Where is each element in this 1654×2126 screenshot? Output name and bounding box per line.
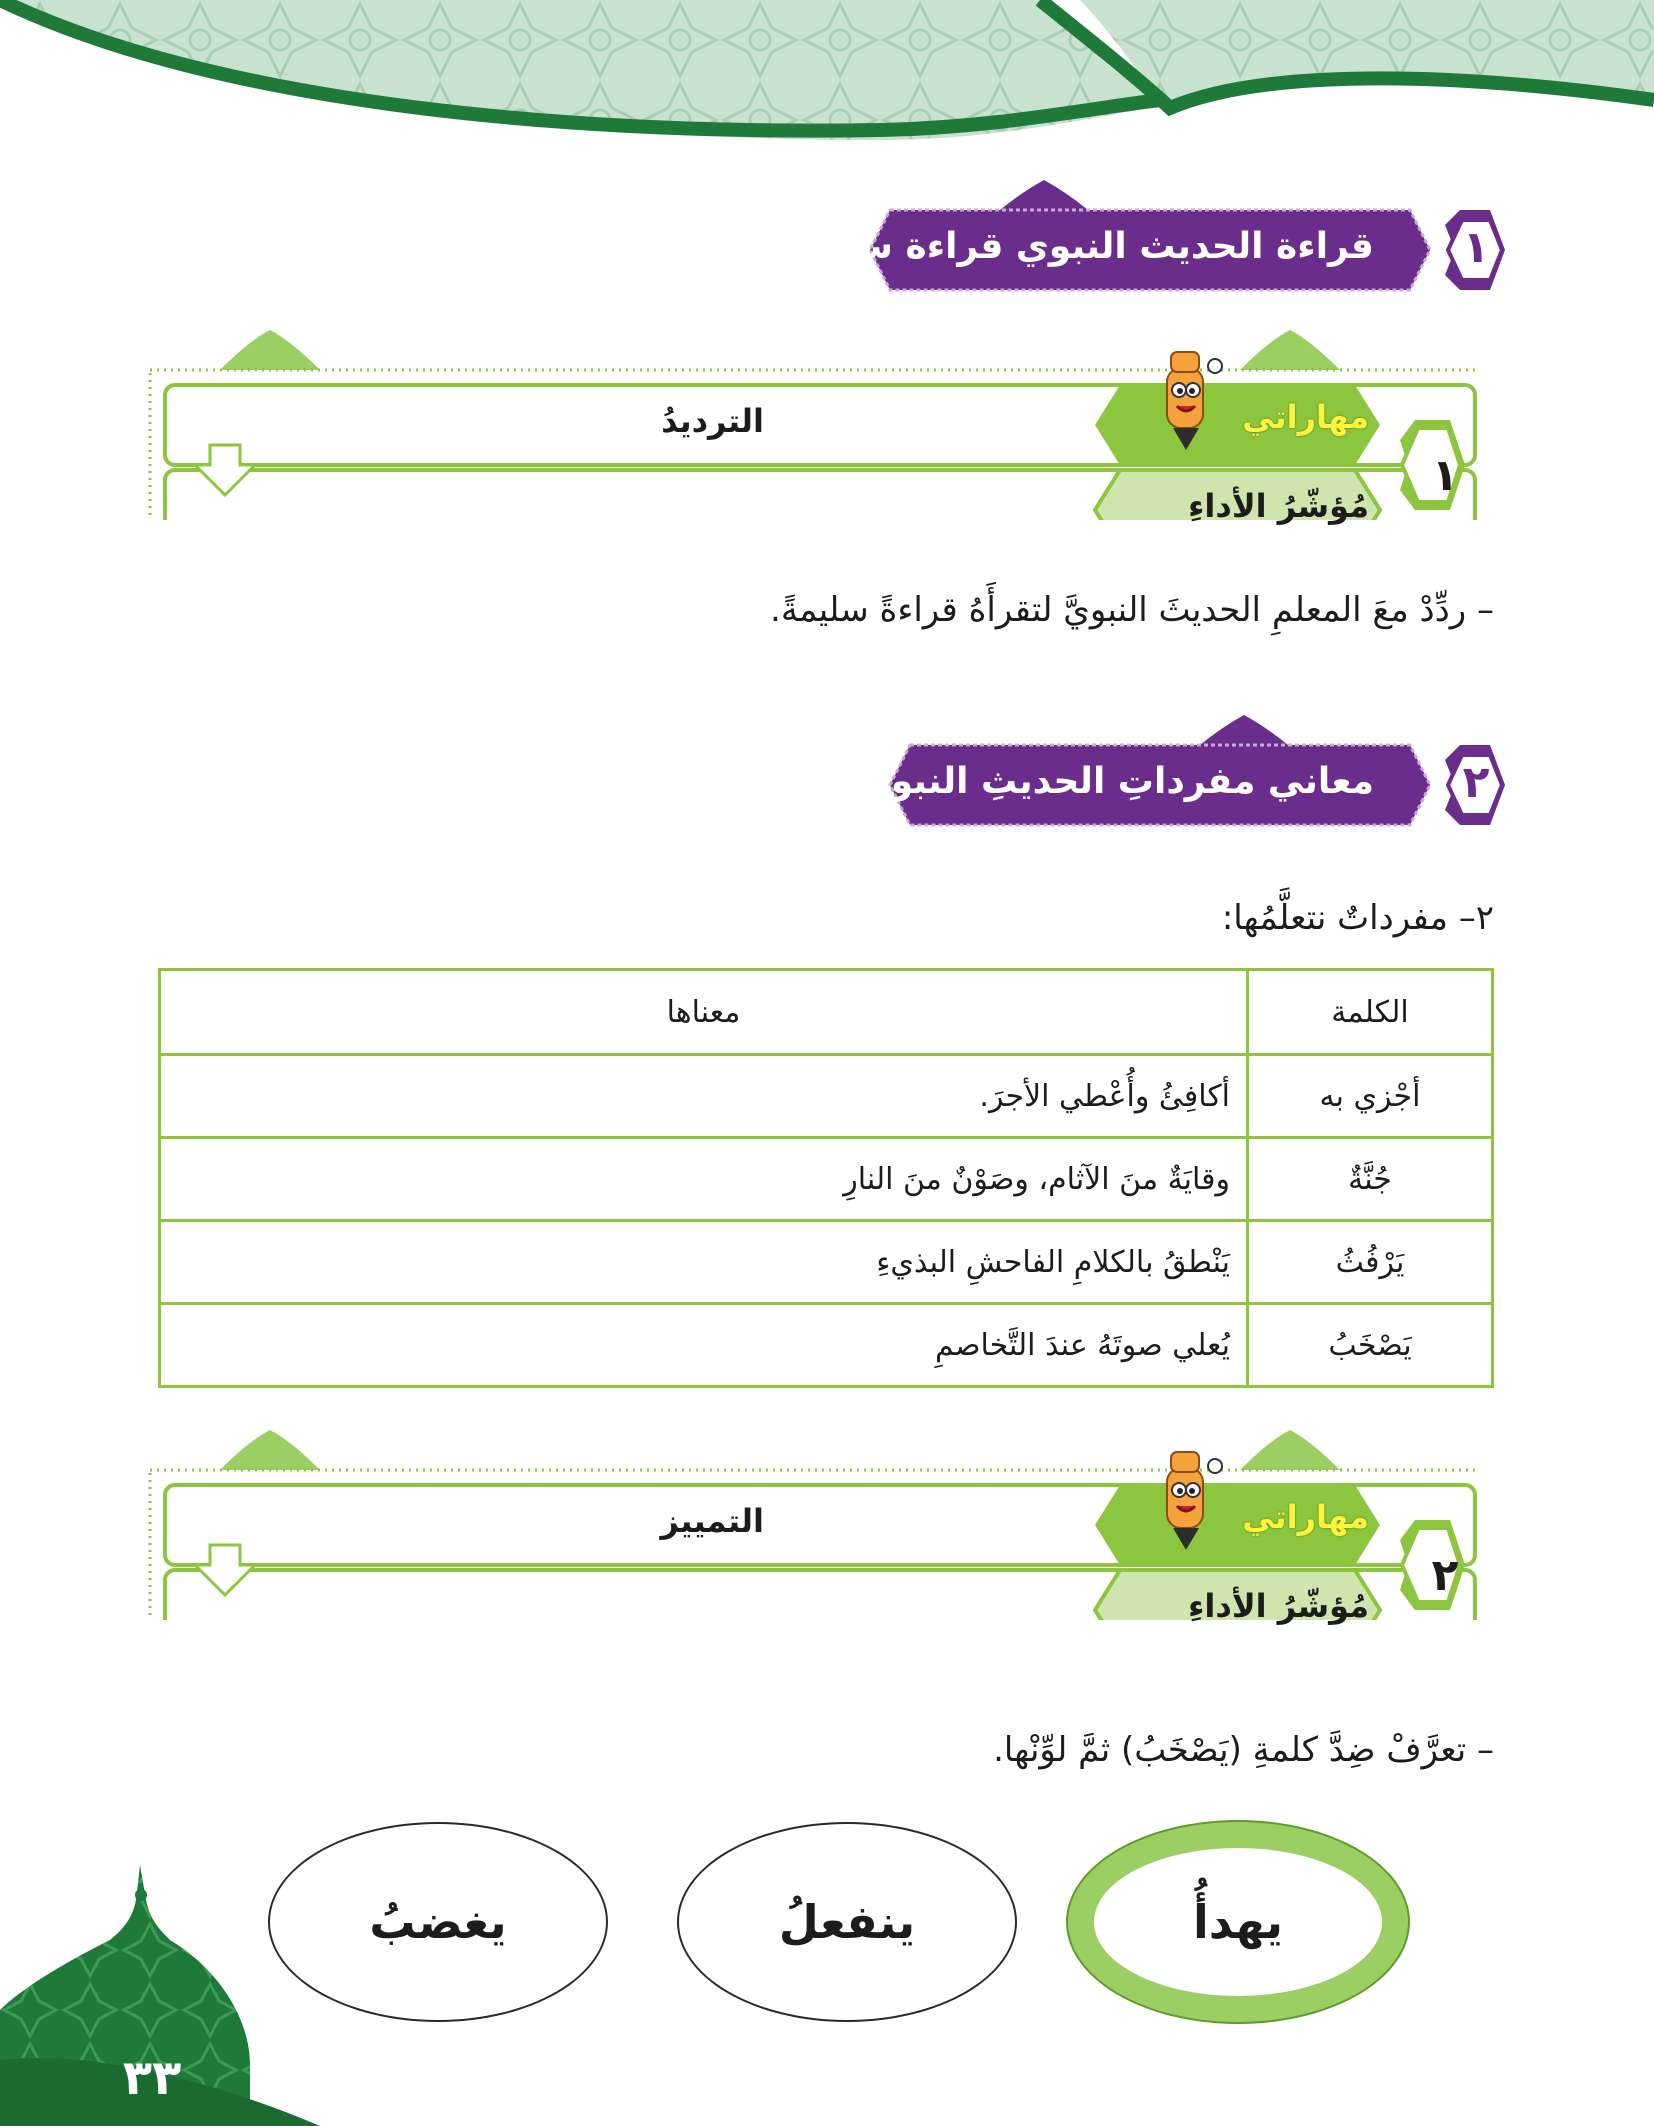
section1-title: قراءة الحديث النبوي قراءة سليمة. (768, 226, 1374, 267)
row-meaning: أكافِئُ وأُعْطي الأجرَ. (160, 1055, 1248, 1138)
mascot-icon (1155, 1450, 1225, 1565)
skill2-name: التمييز (660, 1502, 764, 1540)
vocab-table (158, 968, 1494, 1388)
row-word: أجْزي به (1248, 1055, 1493, 1138)
section2-title-banner (0, 715, 1654, 845)
skill1-number: ١ (1431, 450, 1459, 501)
table-header-row (160, 970, 1493, 1055)
skill2-number: ٢ (1431, 1550, 1459, 1601)
row-word: يَصْخَبُ (1248, 1304, 1493, 1387)
skill2-indicator-label: مُؤشّرُ الأداءِ (1188, 1587, 1369, 1625)
table-row (160, 1304, 1493, 1387)
skill1-instruction: – ردِّدْ معَ المعلمِ الحديثَ النبويَّ لتقرأَهُ قراءةً سليمةً. (770, 590, 1494, 630)
section2-number: ٢ (1462, 757, 1490, 808)
row-meaning: وقايَةٌ منَ الآثام، وصَوْنٌ منَ النارِ (160, 1138, 1248, 1221)
row-word: يَرْفُثُ (1248, 1221, 1493, 1304)
option-oval[interactable]: يغضبُ (268, 1822, 608, 2022)
row-word: جُنَّةٌ (1248, 1138, 1493, 1221)
table-row (160, 1221, 1493, 1304)
page-number: ٣٣ (122, 2050, 182, 2106)
skill1-name: الترديدُ (661, 402, 764, 440)
top-decorative-banner (0, 0, 1654, 170)
option-oval[interactable]: ينفعلُ (677, 1822, 1017, 2022)
table-row (160, 1055, 1493, 1138)
skill1-maharati-label: مهاراتي (1242, 398, 1369, 436)
option-oval-selected[interactable]: يهدأُ (1068, 1822, 1408, 2022)
row-meaning: يَنْطقُ بالكلامِ الفاحشِ البذيءِ (160, 1221, 1248, 1304)
vocab-heading: ٢– مفرداتٌ نتعلَّمُها: (1221, 898, 1494, 938)
table-row (160, 1138, 1493, 1221)
mascot-icon (1155, 350, 1225, 465)
row-meaning: يُعلي صوتَهُ عندَ التَّخاصمِ (160, 1304, 1248, 1387)
column-header-meaning: معناها (160, 970, 1248, 1055)
section1-number: ١ (1462, 222, 1490, 273)
skill2-maharati-label: مهاراتي (1242, 1498, 1369, 1536)
section2-title: معاني مفرداتِ الحديثِ النبوي. (844, 761, 1374, 802)
skill2-instruction: – تعرَّفْ ضِدَّ كلمةِ (يَصْخَبُ) ثمَّ لوِّنْها. (993, 1730, 1494, 1770)
skill1-indicator-label: مُؤشّرُ الأداءِ (1188, 487, 1369, 525)
column-header-word: الكلمة (1248, 970, 1493, 1055)
